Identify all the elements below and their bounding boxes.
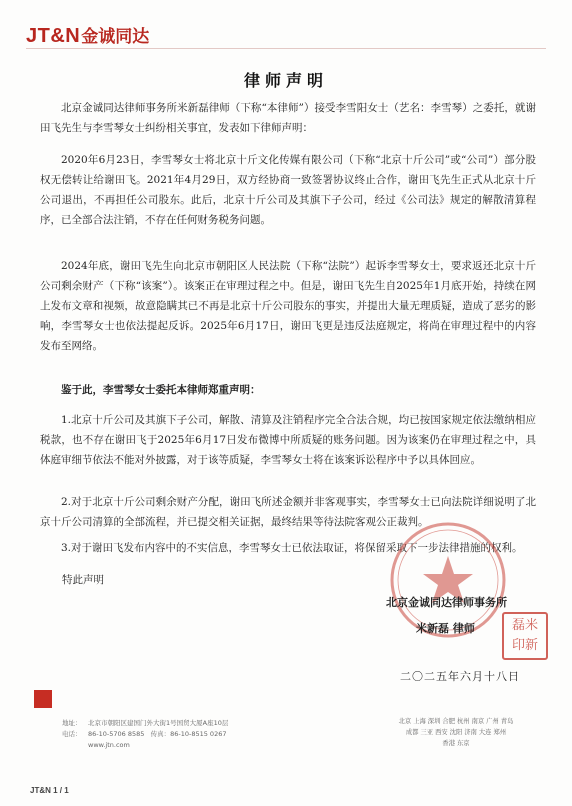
fax-label: 传真： xyxy=(150,730,171,738)
paragraph-background: 2020年6月23日，李雪琴女士将北京十斤文化传媒有限公司（下称“北京十斤公司”或“公司”）部分股权无偿转让给谢田飞。2021年4月29日，双方经协商一致签署协议终止合作，谢田飞先生正式从北京十斤公司退出，不再担任公司股东。此后，北京十斤公司及其旗下子公司，经过《公司法》规定的解散清算程序，已全部合法注销，不存在任何财务税务问题。 xyxy=(40,154,536,226)
paragraph-intro: 北京金诚同达律师事务所米新磊律师（下称“本律师”）接受李雪阳女士（艺名：李雪琴）之委托，就谢田飞先生与李雪琴女士纠纷相关事宜，发表如下律师声明： xyxy=(40,102,536,134)
header-divider xyxy=(26,48,546,49)
footer-address-line xyxy=(62,718,228,729)
address-value: 北京市朝阳区建国门外大街1号国贸大厦A座10层 xyxy=(88,719,229,727)
footer-website-line xyxy=(62,740,228,751)
cities-row-1: 北京 上海 深圳 合肥 杭州 南京 广州 青岛 xyxy=(398,718,514,725)
closing-text: 特此声明 xyxy=(62,574,104,586)
logo-en: JT&N xyxy=(26,25,81,47)
phone-label: 电话： xyxy=(62,730,82,738)
lawyer-stamp xyxy=(502,612,548,660)
footer-cities xyxy=(372,716,540,749)
signature-lawyer: 米新磊 律师 xyxy=(416,622,475,635)
page-number: JT&N 1 / 1 xyxy=(30,786,69,795)
stamp-row-1: 磊米 xyxy=(511,618,538,633)
cities-row-2: 成都 三亚 西安 沈阳 济南 大连 郑州 xyxy=(405,729,507,736)
document-title: 律师声明 xyxy=(243,71,328,90)
logo-cn: 金诚同达 xyxy=(81,27,150,47)
footer-contact xyxy=(62,718,228,751)
paragraph-point-2: 2.对于北京十斤公司剩余财产分配，谢田飞所述金额并非客观事实，李雪琴女士已向法院详细说明了北京十斤公司清算的全部流程，并已提交相关证据，最终结果等待法院客观公正裁判。 xyxy=(40,496,536,528)
paragraph-declaration-lead: 鉴于此，李雪琴女士委托本律师郑重声明： xyxy=(61,384,261,396)
website-link[interactable]: www.jtn.com xyxy=(88,741,130,749)
signature-firm: 北京金诚同达律师事务所 xyxy=(386,596,507,609)
footer-logo-square-icon xyxy=(34,690,52,708)
stamp-row-2: 印新 xyxy=(511,638,538,653)
paragraph-point-1: 1.北京十斤公司及其旗下子公司，解散、清算及注销程序完全合法合规，均已按国家规定依法缴纳相应税款，也不存在谢田飞于2025年6月17日发布微博中所质疑的账务问题。因为该案仍在审理过程之中，具体庭审细节依法不能对外披露，对于该等质疑，李雪琴女士将在该案诉讼程序中予以具体回应。 xyxy=(40,414,536,466)
signature-date: 二〇二五年六月十八日 xyxy=(400,670,520,683)
paragraph-lawsuit: 2024年底，谢田飞先生向北京市朝阳区人民法院（下称“法院”）起诉李雪琴女士，要求返还北京十斤公司剩余财产（下称“该案”）。该案正在审理过程之中。但是，谢田飞先生自2025年1月底开始，持续在网上发布文章和视频，故意隐瞒其已不再是北京十斤公司股东的事实，并提出大量无理质疑，造成了恶劣的影响，李雪琴女士也依法提起反诉。2025年6月17日，谢田飞更是违反法庭规定，将尚在审理过程中的内容发布至网络。 xyxy=(40,260,536,352)
phone-value: 86-10-5706 8585 xyxy=(88,730,145,738)
firm-logo xyxy=(26,22,149,48)
fax-value: 86-10-8515 0267 xyxy=(170,730,227,738)
cities-row-3: 香港 东京 xyxy=(442,740,470,747)
address-label: 地址： xyxy=(62,719,82,727)
paragraph-point-3: 3.对于谢田飞发布内容中的不实信息，李雪琴女士已依法取证，将保留采取下一步法律措施的权利。 xyxy=(61,542,523,554)
footer-phone-line xyxy=(62,729,228,740)
